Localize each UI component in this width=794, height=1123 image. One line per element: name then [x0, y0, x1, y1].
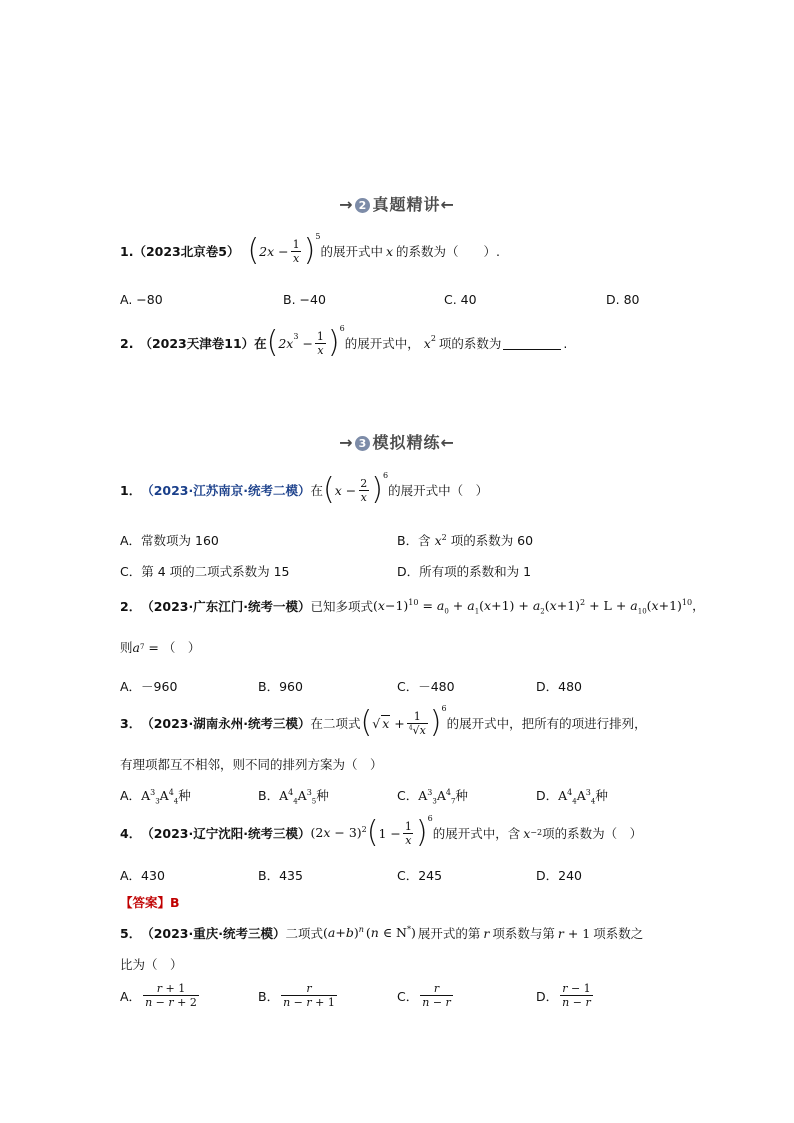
mock-question-5-line-2: 比为（ ）	[120, 957, 183, 972]
mock-q4-option-b[interactable]: B．435	[258, 868, 303, 883]
mock-q2-option-c[interactable]: C．－480	[397, 679, 455, 694]
question-source: （2023天津卷11）在	[139, 336, 267, 351]
mock-q4-option-a[interactable]: A．430	[120, 868, 165, 883]
question-number: 2．	[120, 598, 142, 614]
answer-value: B	[170, 895, 180, 910]
polynomial-expression: $(x-1)^{10} = a_0 + a_1(x+1) + a_2(x+1)^2 + L + a_{10}(x+1)^{10}$，	[373, 597, 705, 616]
arrow-left: →	[339, 195, 354, 214]
answer-blank[interactable]	[503, 337, 561, 350]
question-number: 5．	[120, 926, 142, 941]
real-q1-option-b[interactable]: B. −40	[283, 292, 326, 307]
section-title-text: 模拟精练	[372, 433, 441, 452]
fraction-1-over-4th-root-x: $\frac{1}{^4√x}$	[408, 709, 426, 737]
question-text-tail: 的展开式中，把所有的项进行排列，	[446, 716, 647, 731]
mock-q2-option-a[interactable]: A．－960	[120, 679, 178, 694]
question-text: 的展开式中，含	[432, 826, 521, 841]
section-title-text: 真题精讲	[372, 195, 441, 214]
answer-label: 【答案】	[120, 895, 171, 910]
mock-question-2	[120, 596, 705, 616]
mock-question-5: 5． （2023·重庆·统考三模） 二项式 $(a+b)^n$ (n ∈ N*) 展开式的第 r 项系数与第 r + 1 项系数之	[120, 925, 644, 941]
question-source: （2023·湖南永州·统考三模）	[141, 716, 311, 731]
mock-q3-option-d[interactable]: D．$A^4_4A^3_4$种	[536, 787, 608, 806]
mock-q1-option-a[interactable]: A．常数项为 160	[120, 533, 219, 548]
mock-q3-option-c[interactable]: C．$A^3_3A^4_7$种	[397, 787, 468, 806]
question-source: （2023·广东江门·统考一模）	[141, 598, 311, 614]
mock-q3-option-b[interactable]: B．$A^4_4A^3_5$种	[258, 787, 329, 806]
question-text: 的展开式中，	[344, 336, 420, 351]
section-number-badge: 2	[355, 198, 370, 213]
question-text: 的展开式中（ ）	[388, 483, 489, 498]
question-text: 的展开式中	[320, 244, 383, 259]
question-text: 已知多项式	[310, 598, 374, 614]
arrow-right: ←	[440, 433, 455, 452]
mock-q2-option-d[interactable]: D．480	[536, 679, 582, 694]
mock-q1-option-b[interactable]: B．含 $x^2$ 项的系数为 60	[397, 532, 534, 548]
fraction-1-over-x: $\frac{1}{x}$	[316, 329, 324, 357]
section-title-real-exam	[0, 192, 794, 215]
question-text: 在二项式	[310, 716, 361, 731]
question-text-tail: 项的系数为	[438, 336, 502, 351]
mock-question-4: 4． （2023·辽宁沈阳·统考三模） $(2x - 3)^2$ ( 1 − $\frac{1}{x}$ ) $^6$ 的展开式中，含 x −2 项的系数为（ ）	[120, 814, 643, 850]
mock-question-3: 3． （2023·湖南永州·统考三模） 在二项式 ( √ x + $\frac{1}{^4√x}$ ) $^6$ 的展开式中，把所有的项进行排列，	[120, 704, 647, 740]
mock-question-2-ask: 则 a 7 = （ ）	[120, 639, 201, 655]
real-q1-option-a[interactable]: A. −80	[120, 292, 163, 307]
mock-q5-option-b[interactable]: B． $\frac{r}{n - r + 1}$	[258, 982, 335, 1009]
arrow-left: →	[339, 433, 354, 452]
mock-question-1: 1． （2023·江苏南京·统考二模） 在 ( x − $\frac{2}{x}$ ) $^6$ 的展开式中（ ）	[120, 471, 489, 507]
answer-line	[120, 893, 180, 911]
question-number: 1.	[120, 243, 134, 259]
question-text-tail: 的系数为（ ）.	[396, 244, 501, 259]
real-q1-option-c[interactable]: C. 40	[444, 292, 477, 307]
fraction-2-over-x: $\frac{2}{x}$	[360, 476, 368, 504]
fraction-1-over-x: $\frac{1}{x}$	[292, 237, 300, 265]
question-number: 4．	[120, 826, 142, 841]
mock-q4-option-c[interactable]: C．245	[397, 868, 443, 883]
question-text: 二项式	[285, 926, 324, 941]
real-q1-option-d[interactable]: D. 80	[606, 292, 640, 307]
question-source: （2023·重庆·统考三模）	[141, 926, 286, 941]
mock-q3-option-a[interactable]: A．$A^3_3A^4_4$种	[120, 787, 191, 806]
mock-q1-option-c[interactable]: C．第 4 项的二项式系数为 15	[120, 564, 290, 579]
fraction-1-over-x: $\frac{1}{x}$	[404, 819, 412, 847]
mock-q5-option-a[interactable]: A． $\frac{r + 1}{n - r + 2}$	[120, 982, 197, 1009]
arrow-right: ←	[440, 195, 455, 214]
mock-q5-option-c[interactable]: C． $\frac{r}{n - r}$	[397, 982, 451, 1009]
mock-q2-option-b[interactable]: B．960	[258, 679, 303, 694]
section-number-badge: 3	[355, 436, 370, 451]
mock-q1-option-d[interactable]: D．所有项的系数和为 1	[397, 564, 532, 579]
question-source: （2023北京卷5）	[133, 244, 240, 259]
section-title-mock-exam	[0, 430, 794, 453]
question-number: 3．	[120, 716, 142, 731]
question-number: 1．	[120, 483, 142, 498]
mock-q5-option-d[interactable]: D． $\frac{r - 1}{n - r}$	[536, 982, 591, 1009]
question-text-tail: 项的系数为（ ）	[542, 826, 643, 841]
question-number: 2.	[120, 335, 134, 351]
real-question-2: 2. （2023天津卷11）在 ( 2x $^3$ − $\frac{1}{x}$ ) $^6$ 的展开式中， x $^2$ 项的系数为 .	[120, 324, 568, 360]
real-question-1: 1. （2023北京卷5） ( 2x − $\frac{1}{x}$ ) $^5$ 的展开式中 x 的系数为（ ）.	[120, 232, 501, 268]
question-source: （2023·江苏南京·统考二模）	[141, 483, 311, 498]
mock-question-3-line-2: 有理项都互不相邻，则不同的排列方案为（ ）	[120, 757, 383, 772]
mock-q4-option-d[interactable]: D．240	[536, 868, 582, 883]
question-source: （2023·辽宁沈阳·统考三模）	[141, 826, 311, 841]
